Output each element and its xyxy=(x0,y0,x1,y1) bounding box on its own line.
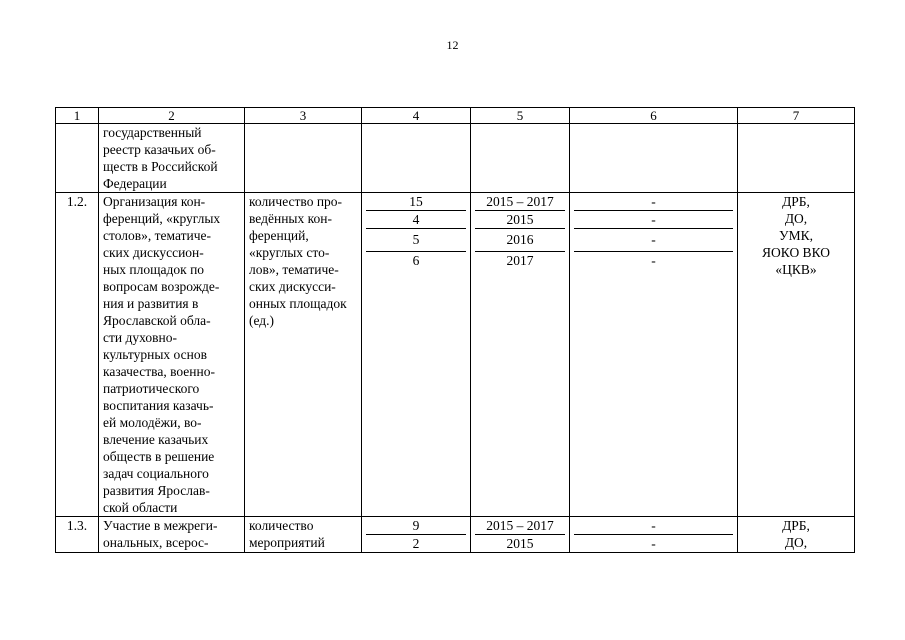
table-row xyxy=(56,124,855,193)
header-cell: 7 xyxy=(738,108,855,124)
page-number: 12 xyxy=(446,38,459,52)
table-row xyxy=(56,517,855,553)
period: 2015 xyxy=(475,211,565,229)
activity-name: Участие в межреги- ональных, всерос- xyxy=(99,517,245,553)
col6-cell xyxy=(570,124,738,193)
header-cell: 1 xyxy=(56,108,99,124)
row-number: 1.3. xyxy=(56,517,99,553)
col6-value: - xyxy=(651,536,656,551)
program-table xyxy=(55,107,855,553)
col6-value: - xyxy=(574,211,733,229)
value: 4 xyxy=(366,211,466,229)
value: 9 xyxy=(366,517,466,535)
table-row xyxy=(56,193,855,517)
header-row xyxy=(56,108,855,124)
period-cell xyxy=(471,517,570,553)
activity-name: Организация кон- ференций, «круглых столов», тематиче- ских дискуссион- ных площадок по вопросам возрожде- ния и развития в Ярославской обла- сти духовно- культурных основ казачества, военно- патриотического воспитания казачь- ей молодёжи, во- влечение казачьих обществ в решение задач социального развития Ярослав- ской области xyxy=(99,193,245,517)
value: 6 xyxy=(412,253,420,268)
header-cell: 3 xyxy=(245,108,362,124)
period: 2016 xyxy=(475,229,565,252)
col6-cell xyxy=(570,517,738,553)
col6-value: - xyxy=(574,517,733,535)
col6-cell xyxy=(570,193,738,517)
row-number: 1.2. xyxy=(56,193,99,517)
value-cell xyxy=(362,193,471,517)
period-cell xyxy=(471,124,570,193)
indicator-cell: количество про- ведённых кон- ференций, «круглых сто- лов», тематиче- ских дискусси- онных площадок (ед.) xyxy=(245,193,362,517)
value: 2 xyxy=(412,536,420,551)
value: 5 xyxy=(366,229,466,252)
period: 2015 – 2017 xyxy=(475,517,565,535)
col6-value: - xyxy=(574,193,733,211)
header-cell: 2 xyxy=(99,108,245,124)
executor-cell: ДРБ, ДО, xyxy=(738,517,855,553)
executor-cell xyxy=(738,124,855,193)
indicator-cell xyxy=(245,124,362,193)
value-cell xyxy=(362,124,471,193)
period: 2017 xyxy=(506,253,534,268)
col6-value: - xyxy=(651,253,656,268)
period: 2015 xyxy=(506,536,534,551)
activity-name: государственный реестр казачьих об- ществ в Российской Федерации xyxy=(99,124,245,193)
col6-value: - xyxy=(574,229,733,252)
header-cell: 4 xyxy=(362,108,471,124)
executor-cell: ДРБ, ДО, УМК, ЯОКО ВКО «ЦКВ» xyxy=(738,193,855,517)
header-cell: 5 xyxy=(471,108,570,124)
row-number xyxy=(56,124,99,193)
indicator-cell: количество мероприятий xyxy=(245,517,362,553)
value: 15 xyxy=(366,193,466,211)
period-cell xyxy=(471,193,570,517)
header-cell: 6 xyxy=(570,108,738,124)
value-cell xyxy=(362,517,471,553)
period: 2015 – 2017 xyxy=(475,193,565,211)
